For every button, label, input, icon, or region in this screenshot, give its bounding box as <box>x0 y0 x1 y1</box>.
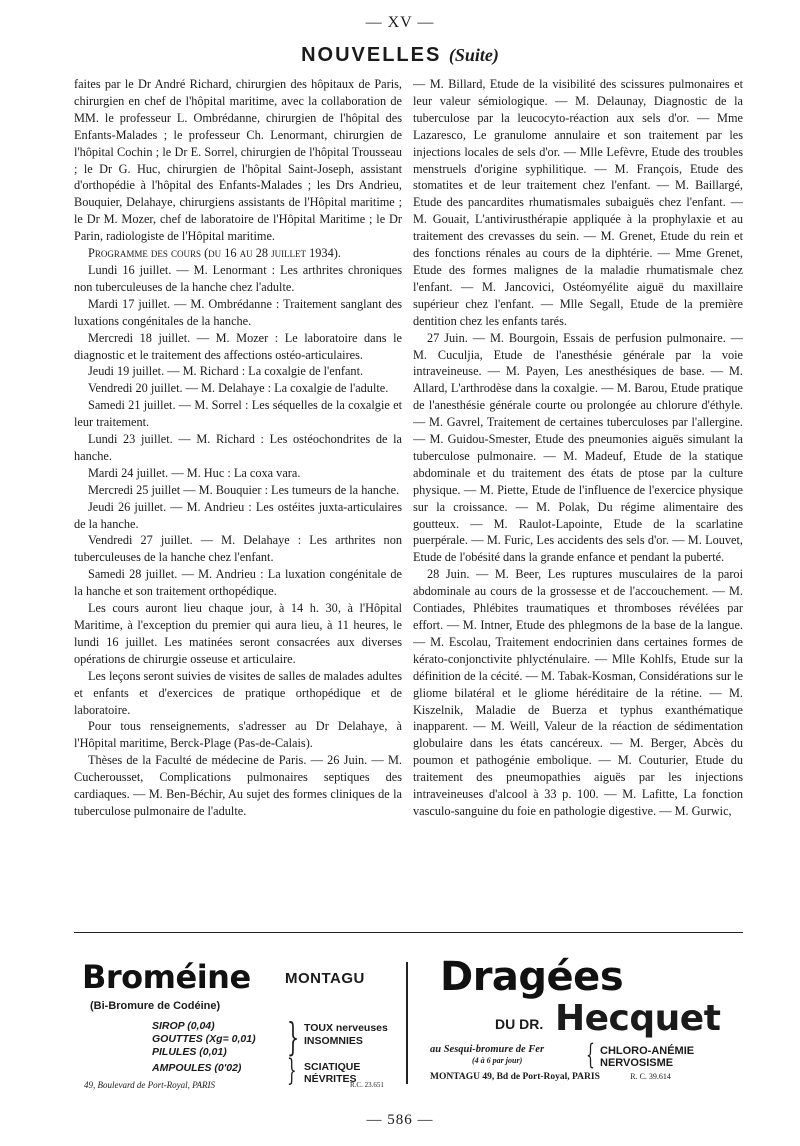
page-number: — 586 — <box>366 1112 434 1128</box>
ad-bromeine-mark: R.C. 23.651 <box>350 1081 384 1089</box>
paragraph: 28 Juin. — M. Beer, Les ruptures musculaires de la paroi abdominale au cours de la grossesse et de l'accouchement. — M. Contiades, Phlébites traumatiques et thromboses révélées par effort. — M. Intner, Etude des phlegmons de la base de la langue. — M. Escolau, Traitement endocrinien dans certaines formes de kérato-conjonctivite phlycténulaire. — Mlle Kohlfs, Etude sur la définition de la cécité. — M. Tabak-Kosman, Considérations sur le gliome bilatéral et le gliome héréditaire de la rétine. — M. Kiszelnik, Maladie de Buerza et typhus exanthématique inapparent. — M. Weill, Valeur de la réaction de sédimentation globulaire dans les états cancéreux. — M. Berger, Abcès du poumon et pathogénie embolique. — M. Couturier, Etude du traitement des pneumopathies aiguës par les injections intraveineuses d'alcool à 33 p. 100. — M. Lafitte, La fonction vasculo-sanguine du foie en pathologie digestive. — M. Gurwic, <box>413 567 743 818</box>
course-entry: Vendredi 27 juillet. — M. Delahaye : Les arthrites non tuberculeuses de la hanche chez l'enfant. <box>74 533 402 565</box>
brace-icon: { <box>586 1038 595 1071</box>
ad-top-rule <box>74 932 743 933</box>
page-roman-numeral: — XV — <box>365 14 435 31</box>
ad-indication: NÉVRITES <box>304 1072 357 1085</box>
ad-hecquet-address-line <box>430 1072 671 1082</box>
ad-bromeine-title: Broméine <box>82 958 251 996</box>
brace-icon: } <box>287 1053 297 1088</box>
section-heading <box>0 44 800 67</box>
ad-indication: NERVOSISME <box>600 1057 674 1069</box>
program-heading: Programme des cours (du 16 au 28 juillet 1934). <box>88 246 341 261</box>
course-entry: Jeudi 26 juillet. — M. Andrieu : Les ostéites juxta-articulaires de la hanche. <box>74 499 402 531</box>
ad-bromeine-indications <box>304 1022 388 1047</box>
ad-bromeine-address: 49, Boulevard de Port-Royal, PARIS <box>84 1080 215 1090</box>
ad-hecquet-composition: au Sesqui-bromure de Fer <box>430 1044 545 1055</box>
course-entry: Mardi 24 juillet. — M. Huc : La coxa vara. <box>88 465 301 480</box>
course-entry: Jeudi 19 juillet. — M. Richard : La coxalgie de l'enfant. <box>88 364 364 379</box>
course-entry: Mercredi 25 juillet — M. Bouquier : Les tumeurs de la hanche. <box>88 482 400 497</box>
ad-form: GOUTTES (Xg= 0,01) <box>152 1033 256 1045</box>
ad-hecquet-dose: (4 à 6 par jour) <box>472 1056 523 1065</box>
course-entry: Samedi 21 juillet. — M. Sorrel : Les séquelles de la coxalgie et leur traitement. <box>74 398 402 430</box>
course-entry: Mercredi 18 juillet. — M. Mozer : Le laboratoire dans le diagnostic et le traitement des affections ostéo-articulaires. <box>74 330 402 362</box>
ad-form: PILULES (0,01) <box>152 1046 227 1058</box>
paragraph: — M. Billard, Etude de la visibilité des scissures pulmonaires et leur valeur sémiologique. — M. Delaunay, Diagnostic de la tuberculose par la leucocyto-réaction aux sels d'or. — Mme Lazaresco, Le granulome annulaire et son traitement par les injections locales de sels d'or. — Mlle Lefèvre, Etude des troubles menstruels d'origine syphilitique. — M. François, Etude des stomatites et de leur traitement chez l'enfant. — M. Baillargé, Etude des pancardites rhumatismales subaiguës chez l'enfant. — M. Gouait, L'antivirusthérapie appliquée à la prophylaxie et au traitement des crevasses du sein. — M. Grenet, Etude du rein et des fonctions rénales au cours de la diphtérie. — Mme Grenet, Etude des formes malignes de la maladie rhumatismale chez l'enfant. — M. Jancovici, Ostéomyélite aiguë du maxillaire supérieur chez l'enfant. — Mlle Segall, Etude de la première dentition chez les enfants tarés. <box>413 77 743 328</box>
ad-bromeine-ampoules: AMPOULES (0'02) <box>152 1062 242 1074</box>
ad-indication: INSOMNIES <box>304 1034 363 1047</box>
ad-indication: TOUX nerveuses <box>304 1022 388 1034</box>
course-entry: Lundi 16 juillet. — M. Lenormant : Les arthrites chroniques non tuberculeuses de la hanche chez l'adulte. <box>74 262 402 294</box>
ad-bromeine-subtitle: (Bi-Bromure de Codéine) <box>90 1000 221 1012</box>
course-entry: Vendredi 20 juillet. — M. Delahaye : La coxalgie de l'adulte. <box>88 381 389 396</box>
paragraph: Les leçons seront suivies de visites de salles de malades adultes et enfants et d'exercices de pratique orthopédique et de laboratoire. <box>74 668 402 717</box>
right-column <box>413 76 743 911</box>
ad-bromeine <box>82 958 392 1098</box>
left-column <box>74 76 402 911</box>
ad-divider <box>406 962 408 1084</box>
ad-hecquet-name: Hecquet <box>555 998 721 1039</box>
section-title-suffix: (Suite) <box>448 45 499 65</box>
paragraph: Les cours auront lieu chaque jour, à 14 h. 30, à l'Hôpital Maritime, à l'exception du premier qui aura lieu, à 11 heures, le lundi 16 juillet. Les matinées seront consacrées aux diverses opérations de chirurgie osseuse et articulaire. <box>74 601 402 666</box>
ad-bromeine-brand: MONTAGU <box>285 970 365 987</box>
course-entry: Lundi 23 juillet. — M. Richard : Les ostéochondrites de la hanche. <box>74 432 402 463</box>
ad-hecquet-indications <box>600 1045 694 1069</box>
paragraph: faites par le Dr André Richard, chirurgien des hôpitaux de Paris, chirurgien en chef de l'hôpital maritime, avec la collaboration de MM. le professeur L. Ombrédanne, chirurgien de l'hôpital des Enfants-Malades ; le professeur Ch. Lenormant, chirurgien de l'hôpital Cochin ; le Dr E. Sorrel, chirurgien de l'hôpital Trousseau ; le Dr G. Huc, chirurgien de l'hôpital Saint-Joseph, assistant d'orthopédie à l'hôpital des Enfants-Malades ; les Drs Andrieu, Bouquier, Delahaye, chirurgiens assistants de l'Hôpital maritime ; le Dr M. Mozer, chef de laboratoire de l'Hôpital Maritime ; le Dr Parin, radiologiste de l'Hôpital maritime. <box>74 77 402 244</box>
ad-hecquet-title: Dragées <box>440 954 624 1000</box>
brace-icon: } <box>287 1015 300 1059</box>
ad-form: SIROP (0,04) <box>152 1020 215 1032</box>
theses-paragraph: Thèses de la Faculté de médecine de Paris. — 26 Juin. — M. Cucherousset, Complications pulmonaires septiques des cardiaques. — M. Ben-Béchir, Au sujet des formes cliniques de la tuberculose pulmonaire de l'adulte. <box>74 753 402 818</box>
ad-indication: CHLORO-ANÉMIE <box>600 1045 695 1057</box>
paragraph: Pour tous renseignements, s'adresser au Dr Delahaye, à l'Hôpital maritime, Berck-Plage (Pas-de-Calais). <box>74 719 402 751</box>
ad-hecquet-address: MONTAGU 49, Bd de Port-Royal, PARIS <box>430 1072 600 1082</box>
ad-hecquet-du: DU DR. <box>495 1016 544 1032</box>
ad-bromeine-forms <box>152 1020 256 1059</box>
section-title: NOUVELLES <box>301 44 442 66</box>
paragraph: 27 Juin. — M. Bourgoin, Essais de perfusion pulmonaire. — M. Cuculjia, Etude de l'anesthésie générale par la voie intraveineuse. — M. Payen, Les anesthésiques de base. — M. Allard, L'arthrodèse dans la coxalgie. — M. Barou, Etude pratique de l'anesthésie générale courte ou prolongée au chlorure d'éthyle. — M. Gavrel, Traitement de certaines tuberculoses par l'allergine. — M. Guidou-Smester, Etude des pneumonies aiguës simulant la tuberculose pulmonaire. — M. Madeuf, Etude de la statique abdominale et du traitement des états de ptose par la culture physique. — M. Piette, Etude de l'influence de l'exercice physique sur la croissance. — M. Polak, Du régime alimentaire des goutteux. — M. Raulot-Lapointe, Etude de la scarlatine puerpérale. — M. Furic, Les accidents des sels d'or. — M. Louvet, Etude de l'obésité dans la grande enfance et pendant la puberté. <box>413 330 743 565</box>
course-entry: Samedi 28 juillet. — M. Andrieu : La luxation congénitale de la hanche et son traitement orthopédique. <box>74 567 402 599</box>
course-entry: Mardi 17 juillet. — M. Ombrédanne : Traitement sanglant des luxations congénitales de la hanche. <box>74 296 402 328</box>
ad-hecquet-mark: R. C. 39.614 <box>630 1072 671 1081</box>
ad-indication: SCIATIQUE <box>304 1061 361 1073</box>
ad-hecquet <box>420 954 740 1098</box>
